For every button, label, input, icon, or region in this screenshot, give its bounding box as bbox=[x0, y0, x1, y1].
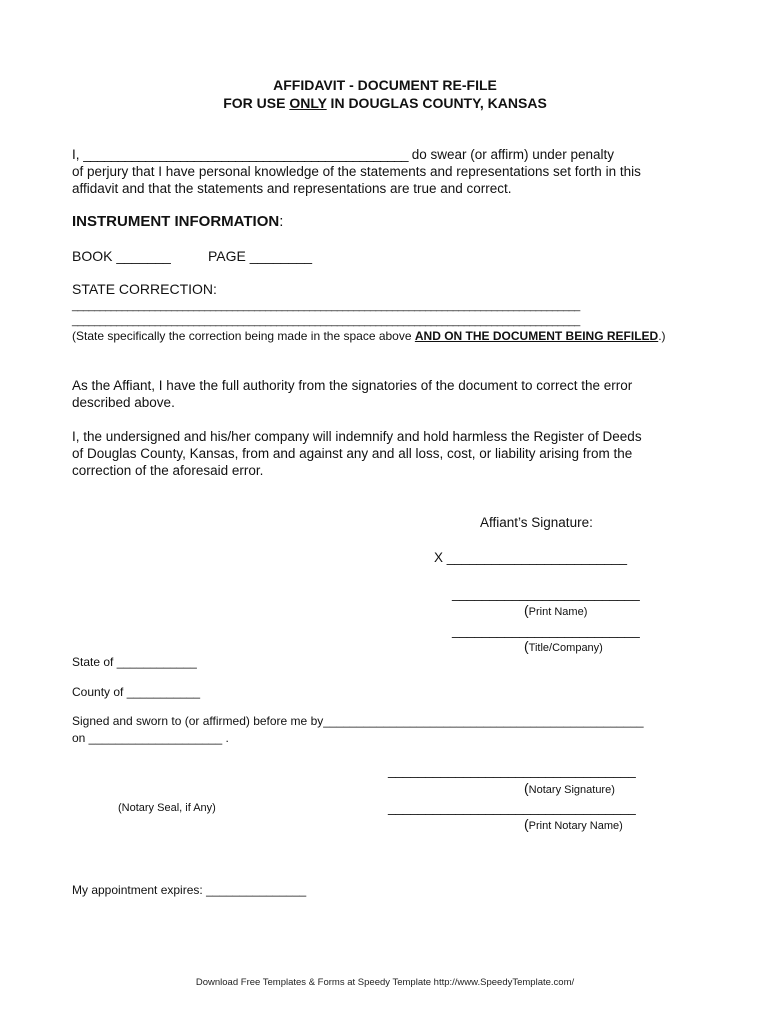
sworn-before-line[interactable]: Signed and sworn to (or affirmed) before me by________________________________________________ bbox=[72, 714, 644, 728]
county-of-field[interactable]: County of ___________ bbox=[72, 685, 201, 699]
notary-name-line[interactable]: _________________________________ bbox=[388, 800, 636, 815]
book-field[interactable]: BOOK _______ bbox=[72, 248, 171, 264]
correction-note bbox=[72, 329, 666, 343]
affiant-signature-line[interactable]: X ________________________ bbox=[434, 550, 627, 565]
subtitle-prefix: FOR USE bbox=[223, 95, 290, 111]
page-footer: Download Free Templates & Forms at Speedy Template http://www.SpeedyTemplate.com/ bbox=[195, 977, 575, 988]
indemnity-line-3: correction of the aforesaid error. bbox=[72, 463, 264, 478]
correction-line-1[interactable]: ____________________________________________________________________________________________ bbox=[72, 300, 580, 312]
title-company-line[interactable]: _________________________ bbox=[452, 623, 640, 638]
indemnity-line-2: of Douglas County, Kansas, from and against any and all loss, cost, or liability arising from the bbox=[72, 446, 633, 461]
instrument-heading bbox=[72, 213, 283, 230]
notary-seal-label: (Notary Seal, if Any) bbox=[118, 802, 216, 814]
notary-signature-line[interactable]: _________________________________ bbox=[388, 763, 636, 778]
title-company-text: Title/Company) bbox=[528, 642, 603, 654]
appointment-expires-field[interactable]: My appointment expires: _______________ bbox=[72, 883, 307, 897]
subtitle-suffix: IN DOUGLAS COUNTY, KANSAS bbox=[326, 95, 547, 111]
document-subtitle bbox=[0, 95, 770, 111]
print-name-label bbox=[524, 602, 587, 620]
indemnity-line-1: I, the undersigned and his/her company will indemnify and hold harmless the Register of Deeds bbox=[72, 429, 642, 444]
correction-note-suffix: .) bbox=[658, 329, 666, 343]
oath-line-1 bbox=[72, 147, 614, 162]
authority-line-1: As the Affiant, I have the full authority from the signatories of the document to correct the error bbox=[72, 378, 633, 393]
document-title: AFFIDAVIT - DOCUMENT RE-FILE bbox=[273, 77, 497, 93]
oath-prefix: I, bbox=[72, 147, 84, 162]
title-company-paren: ( bbox=[524, 638, 529, 654]
correction-line-2[interactable]: ____________________________________________________________________________________________ bbox=[72, 315, 580, 327]
notary-name-paren: ( bbox=[524, 816, 529, 832]
oath-line-3: affidavit and that the statements and representations are true and correct. bbox=[72, 181, 512, 196]
notary-name-text: Print Notary Name) bbox=[528, 820, 623, 832]
print-name-line[interactable]: _________________________ bbox=[452, 586, 640, 601]
authority-line-2: described above. bbox=[72, 395, 175, 410]
correction-note-bold: AND ON THE DOCUMENT BEING REFILED bbox=[414, 329, 659, 343]
title-company-label bbox=[524, 638, 603, 656]
subtitle-only: ONLY bbox=[289, 95, 327, 111]
sworn-on-date-line[interactable]: on ____________________ . bbox=[72, 731, 229, 745]
oath-line-2: of perjury that I have personal knowledge of the statements and representations set forth in this bbox=[72, 164, 641, 179]
print-name-text: Print Name) bbox=[528, 606, 588, 618]
state-correction-label: STATE CORRECTION: bbox=[72, 281, 217, 297]
instrument-heading-colon: : bbox=[279, 213, 284, 230]
notary-signature-paren: ( bbox=[524, 780, 529, 796]
print-name-paren: ( bbox=[524, 602, 529, 618]
notary-signature-text: Notary Signature) bbox=[528, 784, 615, 796]
oath-suffix: do swear (or affirm) under penalty bbox=[407, 147, 615, 162]
correction-note-prefix: (State specifically the correction being made in the space above bbox=[72, 329, 415, 343]
state-of-field[interactable]: State of ____________ bbox=[72, 655, 197, 669]
notary-signature-label bbox=[524, 780, 615, 798]
affiant-name-blank[interactable]: _______________________________________________ bbox=[83, 147, 408, 162]
instrument-heading-text: INSTRUMENT INFORMATION bbox=[72, 213, 280, 230]
notary-name-label bbox=[524, 816, 623, 834]
page-field[interactable]: PAGE ________ bbox=[208, 248, 313, 264]
affiant-signature-label: Affiant’s Signature: bbox=[480, 515, 593, 530]
